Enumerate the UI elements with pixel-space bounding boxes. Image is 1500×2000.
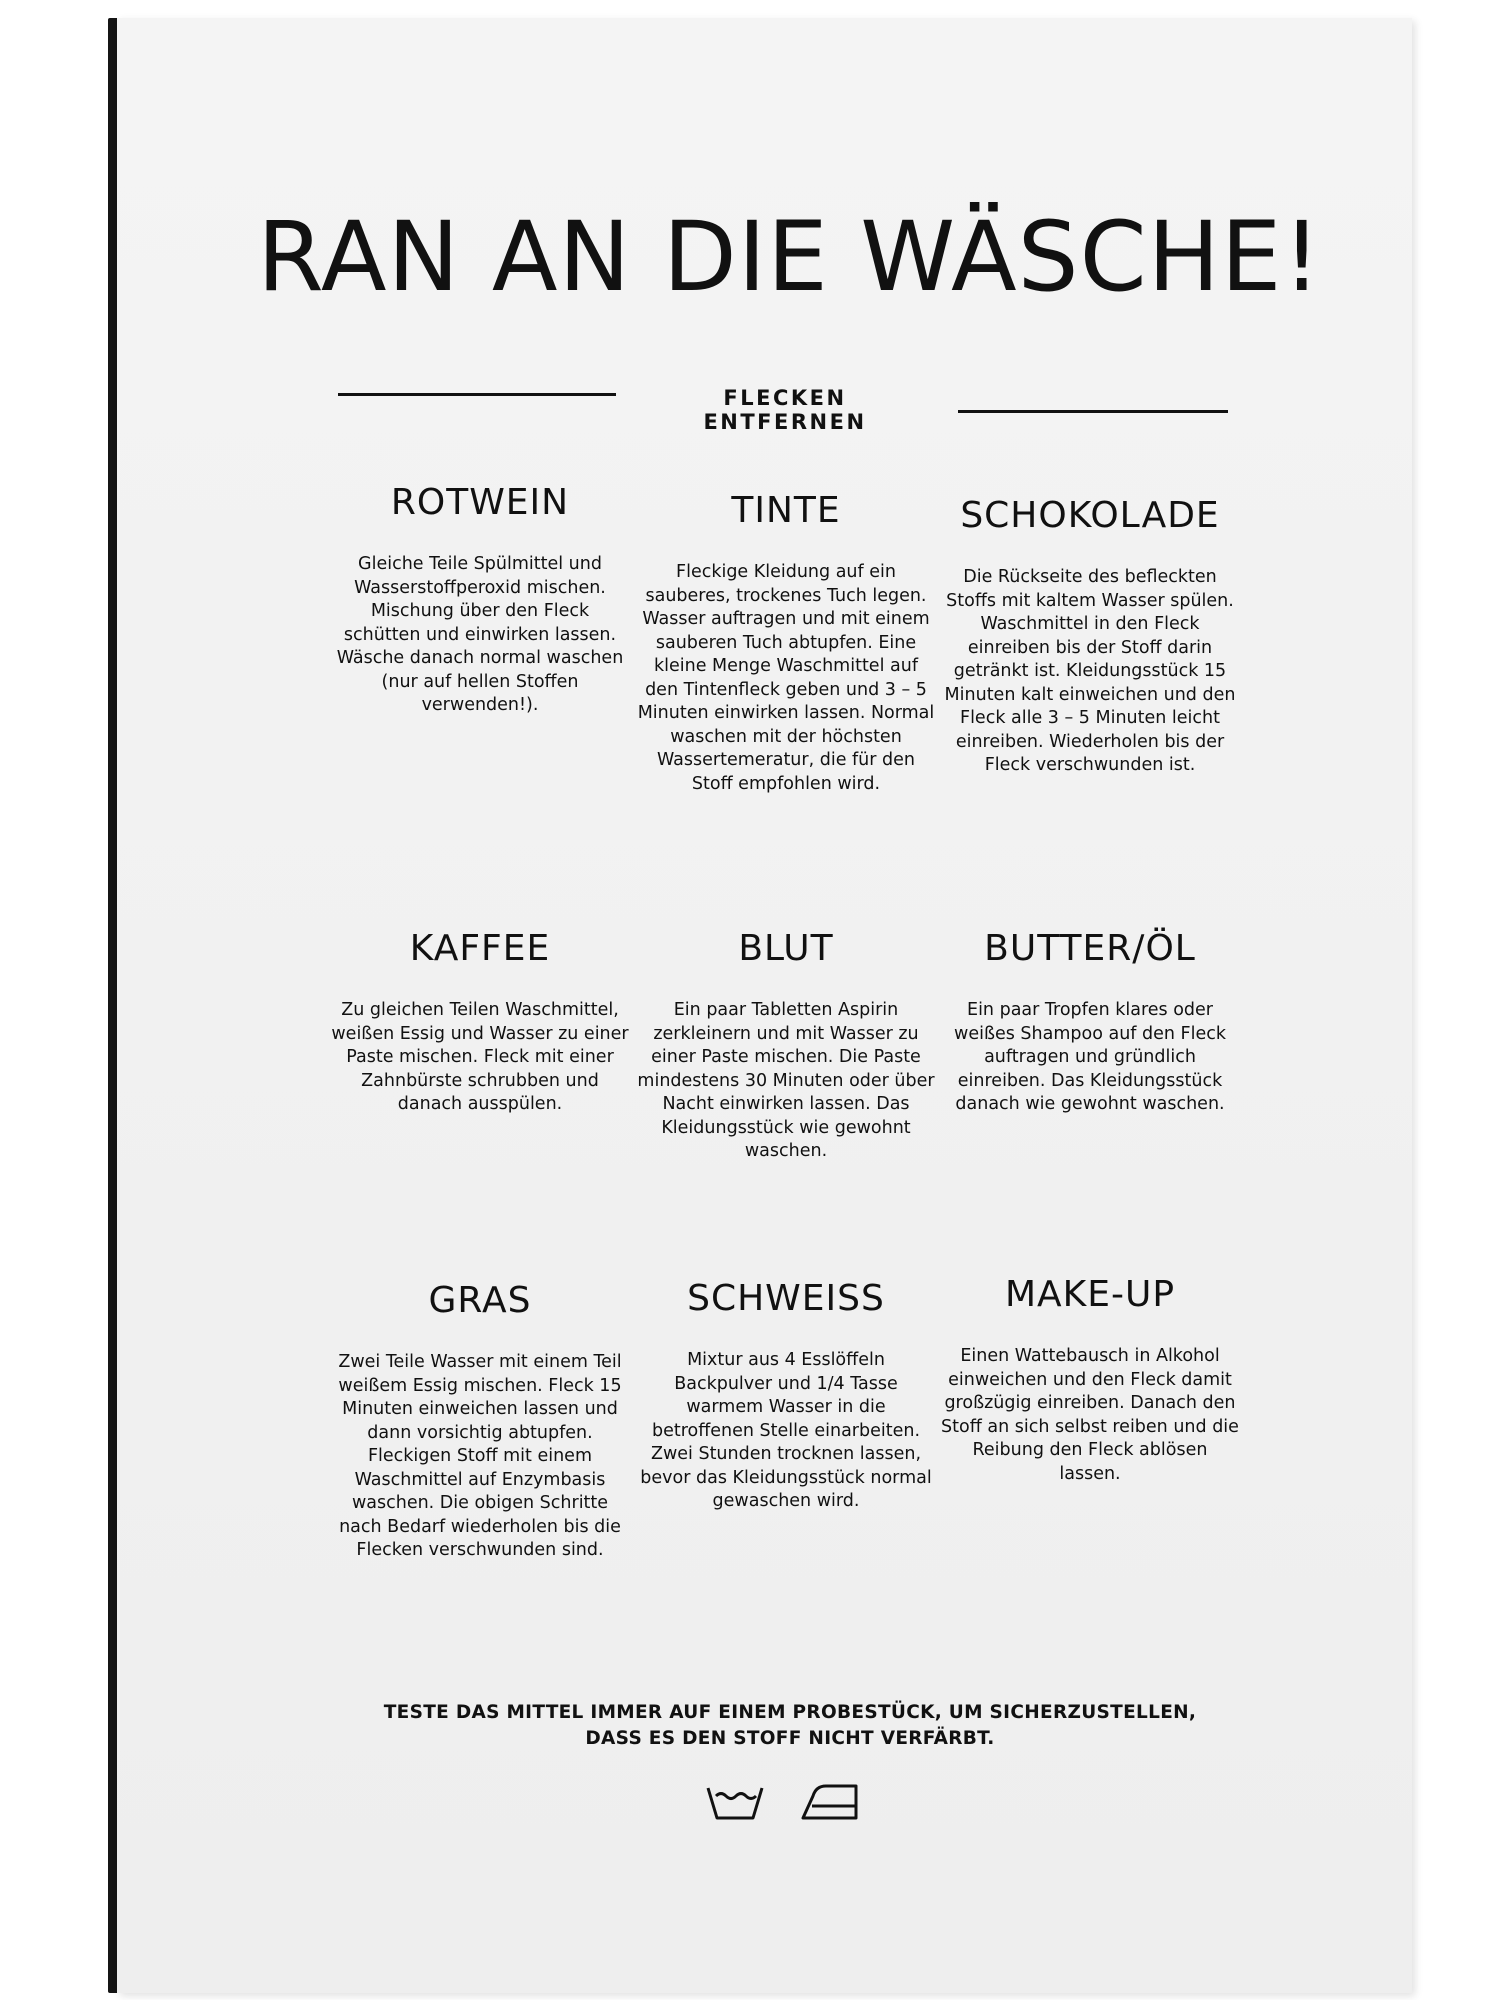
test-note-line-2: DASS ES DEN STOFF NICHT VERFÄRBT. bbox=[585, 1728, 995, 1749]
test-note bbox=[360, 1700, 1220, 1752]
stain-text: Zwei Teile Wasser mit einem Teil weißem Essig mischen. Fleck 15 Minuten einweichen lassen und dann vorsichtig abtupfen. Fleckigen Stoff mit einem Waschmittel auf Enzymbasis waschen. Die obigen Schritte nach Bedarf wiederholen bis die Flecken verschwunden sind. bbox=[338, 1352, 622, 1560]
stain-text: Ein paar Tabletten Aspirin zerkleinern und mit Wasser zu einer Paste mischen. Die Paste mindestens 30 Minuten oder über Nacht einwirken lassen. Das Kleidungsstück wie gewohnt waschen. bbox=[637, 1000, 935, 1161]
stain-heading: KAFFEE bbox=[409, 928, 551, 969]
stain-card-schweiss bbox=[636, 1278, 936, 1514]
stain-heading: BUTTER/ÖL bbox=[984, 928, 1196, 969]
stain-card-tinte bbox=[636, 490, 936, 796]
care-symbols bbox=[705, 1782, 865, 1832]
stain-text: Ein paar Tropfen klares oder weißes Shampoo auf den Fleck auftragen und gründlich einreiben. Das Kleidungsstück danach wie gewohnt waschen. bbox=[954, 1000, 1226, 1114]
stain-heading: GRAS bbox=[428, 1280, 532, 1321]
stain-heading: BLUT bbox=[738, 928, 834, 969]
wash-tub-icon bbox=[705, 1782, 765, 1822]
stain-heading: SCHOKOLADE bbox=[960, 495, 1220, 536]
stain-card-make-up bbox=[940, 1274, 1240, 1486]
stain-card-kaffee bbox=[330, 928, 630, 1117]
stain-text: Einen Wattebausch in Alkohol einweichen und den Fleck damit großzügig einreiben. Danach den Stoff an sich selbst reiben und die Reibung den Fleck ablösen lassen. bbox=[941, 1346, 1239, 1484]
poster-title: RAN AN DIE WÄSCHE! bbox=[257, 201, 1322, 313]
stain-text: Gleiche Teile Spülmittel und Wasserstoffperoxid mischen. Mischung über den Fleck schütten und einwirken lassen. Wäsche danach normal waschen (nur auf hellen Stoffen verwenden!). bbox=[336, 554, 624, 715]
stain-text: Zu gleichen Teilen Waschmittel, weißen Essig und Wasser zu einer Paste mischen. Fleck mit einer Zahnbürste schrubben und danach ausspülen. bbox=[331, 1000, 629, 1114]
poster-subtitle: FLECKEN ENTFERNEN bbox=[703, 386, 867, 434]
stain-text: Mixtur aus 4 Esslöffeln Backpulver und 1/4 Tasse warmem Wasser in die betroffenen Stelle einarbeiten. Zwei Stunden trocknen lassen, bevor das Kleidungsstück normal gewaschen wird. bbox=[640, 1350, 932, 1511]
divider-left bbox=[338, 393, 616, 396]
stain-card-rotwein bbox=[330, 482, 630, 718]
stain-heading: SCHWEISS bbox=[687, 1278, 885, 1319]
stain-card-gras bbox=[330, 1280, 630, 1563]
stain-heading: TINTE bbox=[731, 490, 841, 531]
stain-card-schokolade bbox=[940, 495, 1240, 778]
stain-heading: MAKE-UP bbox=[1004, 1274, 1176, 1315]
divider-right bbox=[958, 410, 1228, 413]
stain-heading: ROTWEIN bbox=[390, 482, 570, 523]
stain-text: Die Rückseite des befleckten Stoffs mit kaltem Wasser spülen. Waschmittel in den Fleck einreiben bis der Stoff darin getränkt ist. Kleidungsstück 15 Minuten kalt einweichen und den Fleck alle 3 – 5 Minuten leicht einreiben. Wiederholen bis der Fleck verschwunden ist. bbox=[944, 567, 1236, 775]
stain-card-butter-oel bbox=[940, 928, 1240, 1117]
test-note-line-1: TESTE DAS MITTEL IMMER AUF EINEM PROBESTÜCK, UM SICHERZUSTELLEN, bbox=[383, 1702, 1197, 1723]
stain-text: Fleckige Kleidung auf ein sauberes, trockenes Tuch legen. Wasser auftragen und mit einem sauberen Tuch abtupfen. Eine kleine Menge Waschmittel auf den Tintenfleck geben und 3 – 5 Minuten einwirken lassen. Normal waschen mit der höchsten Wassertemeratur, die für den Stoff empfohlen wird. bbox=[637, 562, 935, 794]
iron-icon bbox=[800, 1782, 862, 1822]
stain-card-blut bbox=[636, 928, 936, 1164]
